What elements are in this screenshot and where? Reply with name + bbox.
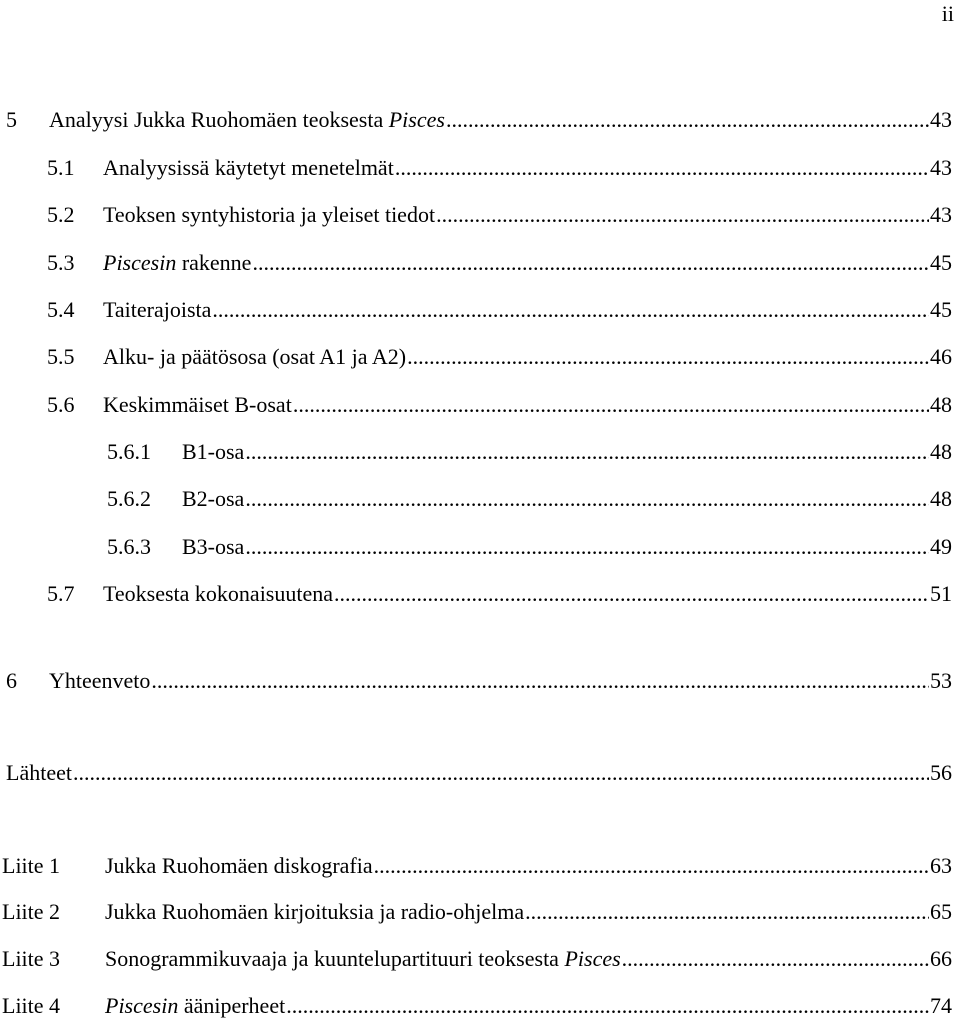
toc-entry-appendix-1[interactable]	[2, 851, 952, 881]
toc-entry-number: 5.6.3	[107, 534, 151, 559]
toc-entry-page: 74	[930, 993, 952, 1018]
toc-entry-number: 5.5	[47, 344, 75, 369]
toc-entry-page: 56	[930, 760, 952, 785]
toc-entry-page: 43	[930, 202, 952, 227]
page-number: ii	[941, 1, 954, 26]
toc-entry-number: 5.6	[47, 392, 75, 417]
toc-entry-section-5-6[interactable]	[47, 390, 952, 420]
toc-entry-page: 63	[930, 853, 952, 878]
toc-entry-title: Analyysi Jukka Ruohomäen teoksesta Pisces	[49, 107, 445, 132]
toc-entry-page: 45	[930, 250, 952, 275]
toc-entry-title: Keskimmäiset B-osat	[103, 392, 292, 417]
toc-entry-page: 65	[930, 899, 952, 924]
toc-entry-title: B1-osa	[182, 439, 245, 464]
toc-entry-number: 5.4	[47, 297, 75, 322]
toc-entry-title: Yhteenveto	[49, 668, 151, 693]
toc-entry-appendix-2[interactable]	[2, 897, 952, 927]
toc-entry-section-5-3[interactable]	[47, 248, 952, 278]
toc-entry-number: 5.3	[47, 250, 75, 275]
toc-entry-appendix-4[interactable]	[2, 991, 952, 1021]
toc-dot-leader	[446, 105, 929, 135]
toc-entry-references[interactable]	[6, 758, 952, 788]
toc-entry-section-5-7[interactable]	[47, 579, 952, 609]
toc-entry-title: Teoksesta kokonaisuutena	[103, 581, 334, 606]
toc-entry-number: 5.6.2	[107, 486, 151, 511]
toc-entry-title: Alku- ja päätösosa (osat A1 ja A2)	[103, 344, 407, 369]
toc-entry-number: Liite 1	[2, 853, 61, 878]
toc-entry-number: 5.2	[47, 202, 75, 227]
toc-entry-subsection-5-6-2[interactable]	[107, 484, 952, 514]
toc-entry-title: Jukka Ruohomäen diskografia	[105, 853, 373, 878]
toc-entry-page: 53	[930, 668, 952, 693]
toc-entry-appendix-3[interactable]	[2, 944, 952, 974]
toc-entry-page: 45	[930, 297, 952, 322]
toc-entry-section-5-2[interactable]	[47, 200, 952, 230]
toc-entry-title: Taiterajoista	[103, 297, 212, 322]
toc-dot-leader	[395, 153, 929, 183]
toc-entry-number: Liite 4	[2, 993, 61, 1018]
toc-dot-leader	[293, 390, 929, 420]
toc-entry-number: 5.6.1	[107, 439, 151, 464]
toc-entry-chapter-5[interactable]	[6, 105, 952, 135]
toc-entry-section-5-1[interactable]	[47, 153, 952, 183]
toc-dot-leader	[212, 295, 929, 325]
toc-entry-title: Piscesin rakenne	[103, 250, 252, 275]
toc-dot-leader	[525, 897, 929, 927]
toc-entry-page: 48	[930, 439, 952, 464]
toc-entry-title: Jukka Ruohomäen kirjoituksia ja radio-ohjelma	[105, 899, 525, 924]
toc-dot-leader	[286, 991, 929, 1021]
toc-entry-page: 43	[930, 107, 952, 132]
toc-entry-number: Liite 2	[2, 899, 61, 924]
toc-dot-leader	[334, 579, 929, 609]
toc-dot-leader	[252, 248, 929, 278]
toc-dot-leader	[622, 944, 929, 974]
toc-entry-title: Analyysissä käytetyt menetelmät	[103, 155, 394, 180]
toc-entry-page: 49	[930, 534, 952, 559]
toc-entry-page: 48	[930, 392, 952, 417]
toc-entry-title: B2-osa	[182, 486, 245, 511]
toc-dot-leader	[151, 666, 929, 696]
toc-dot-leader	[245, 532, 929, 562]
toc-entry-number: Liite 3	[2, 946, 61, 971]
toc-entry-title: Piscesin ääniperheet	[105, 993, 286, 1018]
toc-entry-title: Lähteet	[6, 760, 72, 785]
toc-entry-page: 46	[930, 344, 952, 369]
toc-dot-leader	[245, 484, 929, 514]
toc-entry-number: 6	[6, 668, 17, 693]
toc-dot-leader	[436, 200, 929, 230]
toc-dot-leader	[245, 437, 929, 467]
toc-entry-number: 5.7	[47, 581, 75, 606]
toc-entry-title: Teoksen syntyhistoria ja yleiset tiedot	[103, 202, 436, 227]
toc-entry-subsection-5-6-3[interactable]	[107, 532, 952, 562]
toc-entry-number: 5	[6, 107, 17, 132]
toc-entry-title: Sonogrammikuvaaja ja kuuntelupartituuri teoksesta Pisces	[105, 946, 621, 971]
toc-entry-number: 5.1	[47, 155, 75, 180]
toc-entry-section-5-5[interactable]	[47, 342, 952, 372]
toc-dot-leader	[374, 851, 929, 881]
toc-dot-leader	[73, 758, 929, 788]
toc-entry-title: B3-osa	[182, 534, 245, 559]
toc-entry-page: 43	[930, 155, 952, 180]
toc-entry-page: 48	[930, 486, 952, 511]
toc-dot-leader	[407, 342, 929, 372]
toc-entry-page: 66	[930, 946, 952, 971]
toc-entry-section-5-4[interactable]	[47, 295, 952, 325]
toc-entry-subsection-5-6-1[interactable]	[107, 437, 952, 467]
toc-entry-chapter-6[interactable]	[6, 666, 952, 696]
toc-entry-page: 51	[930, 581, 952, 606]
